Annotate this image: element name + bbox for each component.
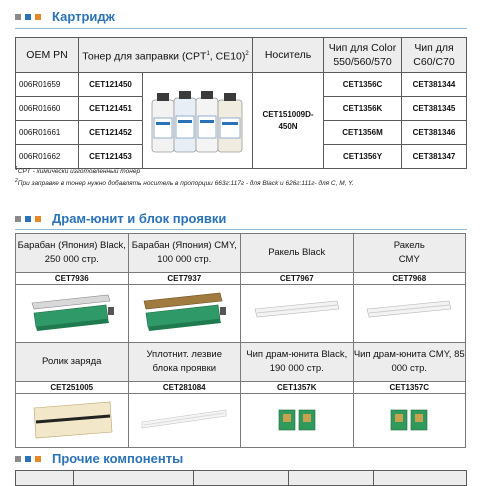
chip-cmy-image (353, 394, 466, 448)
table-cell (374, 471, 467, 486)
table-cell (74, 471, 194, 486)
charge-roller-image (16, 394, 129, 448)
blade-black-image (241, 285, 354, 343)
section-rule (15, 28, 467, 29)
oem-cell: 006R01661 (16, 121, 79, 145)
section-title-drum: Драм-юнит и блок проявки (52, 211, 227, 226)
item-code: CET251005 (16, 382, 129, 394)
chip-c60-cell: CET381347 (402, 145, 467, 169)
section-title-other: Прочие компоненты (52, 451, 184, 466)
chip-color-cell: CET1356Y (324, 145, 402, 169)
header-oem: OEM PN (16, 38, 79, 73)
item-name: Ролик заряда (16, 343, 129, 382)
seal-blade-icon (136, 398, 232, 444)
chip-c60-cell: CET381346 (402, 121, 467, 145)
bottles-icon (148, 84, 248, 156)
header-carrier: Носитель (253, 38, 324, 73)
toner-cell: CET121453 (79, 145, 143, 169)
other-components-table (15, 470, 467, 486)
header-chip-color: Чип для Color 550/560/570 (324, 38, 402, 73)
item-code: CET281084 (128, 382, 241, 394)
toner-cell: CET121450 (79, 73, 143, 97)
footnote-1: $^1$CPT - химически изготовленный тонер (15, 166, 141, 176)
gray-square-icon (15, 456, 21, 462)
gray-square-icon (15, 216, 21, 222)
item-name: Уплотнит. лезвие блока проявки (128, 343, 241, 382)
table-cell (194, 471, 289, 486)
item-name: Барабан (Япония) Black, 250 000 стр. (16, 234, 129, 273)
blue-square-icon (25, 14, 31, 20)
blade-icon (361, 289, 457, 339)
chip-icon (249, 398, 345, 444)
cartridge-table (15, 37, 467, 169)
toner-cell: CET121452 (79, 121, 143, 145)
oem-cell: 006R01660 (16, 97, 79, 121)
item-name: Чип драм-юнита Black, 190 000 стр. (241, 343, 354, 382)
blade-icon (249, 289, 345, 339)
drum-cmy-image (128, 285, 241, 343)
toner-cell: CET121451 (79, 97, 143, 121)
footnote-2: $^2$При заправке в тонер нужно добавлять носитель в пропорции 663г:117г - для Black и 626г:111г- для C, M, Y. (15, 178, 354, 188)
chip-color-cell: CET1356K (324, 97, 402, 121)
roller-icon (24, 398, 120, 444)
blade-cmy-image (353, 285, 466, 343)
item-code: CET1357K (241, 382, 354, 394)
seal-blade-image (128, 394, 241, 448)
header-toner: Тонер для заправки (CPT$^1$, CE10)$^2$ (79, 38, 253, 73)
table-cell (289, 471, 374, 486)
item-name: Ракель CMY (353, 234, 466, 273)
orange-square-icon (35, 14, 41, 20)
chip-icon (361, 398, 457, 444)
oem-cell: 006R01662 (16, 145, 79, 169)
chip-color-cell: CET1356C (324, 73, 402, 97)
chip-c60-cell: CET381345 (402, 97, 467, 121)
drum-icon (136, 289, 232, 339)
header-chip-c60: Чип для C60/C70 (402, 38, 467, 73)
table-cell (16, 471, 74, 486)
section-title-cartridge: Картридж (52, 9, 115, 24)
orange-square-icon (35, 456, 41, 462)
drum-black-image (16, 285, 129, 343)
table-row (16, 73, 467, 97)
blue-square-icon (25, 456, 31, 462)
gray-square-icon (15, 14, 21, 20)
toner-bottles-image (143, 73, 253, 169)
drum-icon (24, 289, 120, 339)
item-code: CET7937 (128, 273, 241, 285)
oem-cell: 006R01659 (16, 73, 79, 97)
chip-black-image (241, 394, 354, 448)
orange-square-icon (35, 216, 41, 222)
item-code: CET7967 (241, 273, 354, 285)
item-name: Чип драм-юнита CMY, 85 000 стр. (353, 343, 466, 382)
item-code: CET1357C (353, 382, 466, 394)
section-rule (15, 229, 467, 230)
drum-grid (15, 233, 466, 448)
item-name: Ракель Black (241, 234, 354, 273)
blue-square-icon (25, 216, 31, 222)
chip-c60-cell: CET381344 (402, 73, 467, 97)
item-name: Барабан (Япония) CMY, 100 000 стр. (128, 234, 241, 273)
item-code: CET7936 (16, 273, 129, 285)
item-code: CET7968 (353, 273, 466, 285)
chip-color-cell: CET1356M (324, 121, 402, 145)
carrier-cell: CET151009D-450N (253, 73, 324, 169)
